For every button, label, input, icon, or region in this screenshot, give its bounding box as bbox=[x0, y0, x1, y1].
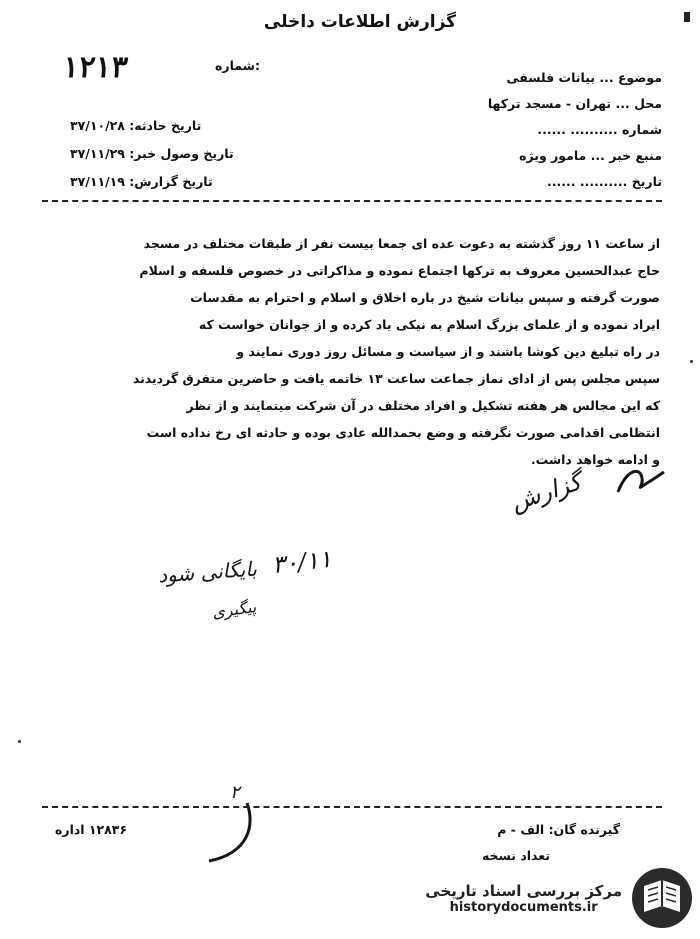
field-label: منبع خبر bbox=[609, 148, 662, 163]
footer-separator bbox=[42, 806, 662, 808]
body-line: ایراد نموده و از علمای بزرگ اسلام به نیکی یاد کرده و از جوانان خواست که bbox=[198, 317, 660, 332]
document-number-label: شماره: bbox=[215, 58, 260, 73]
header-field-date: تاریخ .......... ...... bbox=[547, 174, 662, 189]
body-line: صورت گرفته و سپس بیانات شیخ در باره اخلاق و اسلام و احترام به مقدسات bbox=[190, 290, 660, 305]
logo-name: مرکز بررسی اسناد تاریخی bbox=[425, 881, 622, 900]
handwritten-note-followup: پیگیری bbox=[210, 597, 258, 622]
document-number-handwritten: ۱۲۱۳ bbox=[61, 50, 130, 85]
recipients-value: الف - م bbox=[497, 822, 545, 837]
body-line: در راه تبلیغ دین کوشا باشند و از سیاست و مسائل روز دوری نمایند و bbox=[236, 344, 660, 359]
body-line: حاج عبدالحسین معروف به ترکها اجتماع نموده و مذاکراتی در خصوص فلسفه و اسلام bbox=[139, 263, 660, 278]
body-line: انتظامی اقدامی صورت نگرفته و وضع بحمدالله عادی بوده و حادثه ای رخ نداده است bbox=[146, 425, 660, 440]
field-label: محل bbox=[634, 96, 662, 111]
header-field-incident-date bbox=[70, 118, 201, 133]
field-label: تاریخ گزارش: bbox=[129, 174, 213, 189]
handwritten-scribble-icon bbox=[612, 462, 672, 502]
header-field-report-date bbox=[70, 174, 213, 189]
body-line: از ساعت ۱۱ روز گذشته به دعوت عده ای جمعا بیست نفر از طبقات مختلف در مسجد bbox=[143, 236, 660, 251]
handwritten-note-report: گزارش bbox=[507, 467, 585, 517]
book-icon bbox=[630, 866, 694, 930]
body-line: سپس مجلس پس از ادای نماز جماعت ساعت ۱۳ خاتمه یافت و حاضرین متفرق گردیدند bbox=[132, 371, 660, 386]
field-value: ۳۷/۱۱/۱۹ bbox=[70, 174, 125, 189]
report-body bbox=[68, 230, 660, 473]
scan-speck bbox=[690, 360, 693, 363]
field-value: بیانات فلسفی bbox=[506, 70, 595, 85]
archive-logo bbox=[394, 863, 694, 933]
field-value: ...... bbox=[547, 174, 576, 189]
field-label: تاریخ bbox=[631, 174, 662, 189]
footer-code: ۱۲۸۳۶ اداره bbox=[55, 822, 128, 837]
field-value: ۳۷/۱۱/۲۹ bbox=[70, 146, 125, 161]
scan-corner-mark bbox=[684, 12, 690, 22]
document-title: گزارش اطلاعات داخلی bbox=[263, 12, 457, 32]
logo-url: historydocuments.ir bbox=[449, 899, 598, 915]
field-label: تاریخ حادثه: bbox=[129, 118, 202, 133]
header-field-location: محل ... تهران - مسجد ترکها bbox=[487, 96, 662, 111]
field-label: موضوع bbox=[617, 70, 662, 85]
field-value: ...... bbox=[537, 122, 566, 137]
field-value: مامور ویژه bbox=[519, 148, 587, 163]
body-line: و ادامه خواهد داشت. bbox=[530, 452, 660, 467]
field-value: تهران - مسجد ترکها bbox=[487, 96, 612, 111]
footer-copies-label: تعداد نسخه bbox=[481, 848, 550, 863]
header-separator bbox=[42, 200, 662, 202]
header-field-received-date bbox=[70, 146, 234, 161]
scan-speck bbox=[18, 740, 21, 743]
field-label: تاریخ وصول خبر: bbox=[129, 146, 234, 161]
header-field-subject: موضوع ... بیانات فلسفی bbox=[506, 70, 662, 85]
handwritten-page-mark: ۲ bbox=[230, 782, 240, 803]
handwritten-note-archive: بایگانی شود bbox=[157, 556, 258, 588]
recipients-label: گیرنده گان: bbox=[548, 822, 620, 837]
footer-recipients bbox=[497, 822, 620, 837]
handwritten-note-date: ۳۰/۱۱ bbox=[270, 544, 333, 580]
body-line: که این مجالس هر هفته تشکیل و افراد مختلف در آن شرکت مینمایند و از نظر bbox=[186, 398, 660, 413]
field-value: ۳۷/۱۰/۲۸ bbox=[70, 118, 125, 133]
header-field-number: شماره .......... ...... bbox=[537, 122, 662, 137]
header-field-source: منبع خبر ... مامور ویژه bbox=[519, 148, 662, 163]
field-label: شماره bbox=[622, 122, 662, 137]
